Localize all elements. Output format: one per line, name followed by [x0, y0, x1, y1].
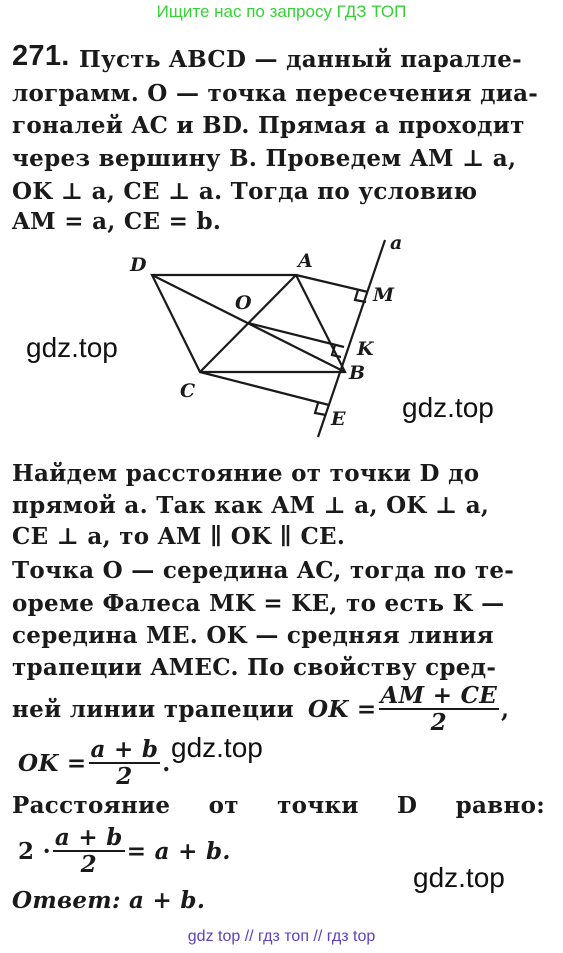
watermark-3: gdz.top — [171, 732, 263, 763]
formula3-rhs: = a + b. — [126, 838, 231, 866]
formula3-denominator: 2 — [80, 851, 97, 879]
formula2-denominator: 2 — [116, 763, 133, 791]
formula2-fraction — [89, 738, 161, 789]
distance-line: Расстояние от точки D равно: — [12, 792, 546, 819]
segment-am — [296, 275, 368, 292]
formula2-numerator: a + b — [90, 736, 159, 763]
label-b: B — [349, 362, 366, 384]
problem-number: 271. — [12, 40, 70, 72]
formula1-lhs: OK = — [307, 696, 377, 724]
label-m: M — [373, 284, 395, 306]
formula2-suffix: . — [162, 750, 171, 778]
formula3-lhs: 2 · — [18, 838, 51, 866]
body-line-1: Найдем расстояние от точки D до — [12, 460, 480, 487]
formula-line-2 — [12, 738, 171, 789]
label-k: K — [357, 338, 374, 360]
formula-line-1 — [12, 684, 509, 735]
label-e: E — [331, 408, 346, 430]
intro-line-1 — [12, 40, 522, 73]
watermark-2: gdz.top — [402, 392, 494, 423]
formula1-prefix: ней линии трапеции — [12, 696, 294, 724]
formula1-suffix: , — [501, 696, 510, 724]
formula2-lhs: OK = — [18, 750, 87, 778]
intro-line-3: гоналей AC и BD. Прямая a проходит — [12, 112, 525, 139]
search-banner: Ищите нас по запросу ГДЗ ТОП — [156, 2, 407, 21]
intro-text-1: Пусть ABCD — данный паралле- — [78, 46, 522, 73]
label-o: O — [235, 292, 252, 314]
intro-line-4: через вершину B. Проведем AM ⊥ a, — [12, 145, 517, 172]
label-line-a: a — [390, 235, 403, 254]
label-a: A — [298, 250, 313, 272]
body-line-2: прямой a. Так как AM ⊥ a, OK ⊥ a, — [12, 492, 490, 519]
body-line-4: Точка O — середина AC, тогда по те- — [12, 557, 515, 584]
formula-line-3 — [12, 826, 231, 877]
intro-line-2: лограмм. O — точка пересечения диа- — [12, 80, 539, 107]
watermark-1: gdz.top — [26, 332, 118, 363]
segment-ok — [248, 323, 344, 347]
intro-line-5: OK ⊥ a, CE ⊥ a. Тогда по условию — [12, 178, 478, 205]
body-line-7: трапеции AMEC. По свойству сред- — [12, 654, 497, 681]
formula3-fraction — [53, 826, 125, 877]
formula1-fraction — [379, 684, 500, 735]
body-line-5: ореме Фалеса MK = KE, то есть K — — [12, 590, 505, 617]
segment-ce — [200, 372, 329, 405]
label-d: D — [130, 254, 147, 276]
watermark-4: gdz.top — [413, 862, 505, 893]
label-c: C — [180, 380, 196, 402]
formula3-numerator: a + b — [54, 824, 123, 851]
intro-line-6: AM = a, CE = b. — [12, 208, 222, 235]
answer-line: Ответ: a + b. — [12, 887, 206, 914]
formula1-denominator: 2 — [430, 709, 447, 737]
body-line-6: середина ME. OK — средняя линия — [12, 622, 494, 649]
formula1-numerator: AM + CE — [380, 682, 498, 709]
body-line-3: CE ⊥ a, то AM ∥ OK ∥ CE. — [12, 523, 346, 550]
footer-links: gdz top // гдз топ // гдз top — [187, 928, 376, 945]
